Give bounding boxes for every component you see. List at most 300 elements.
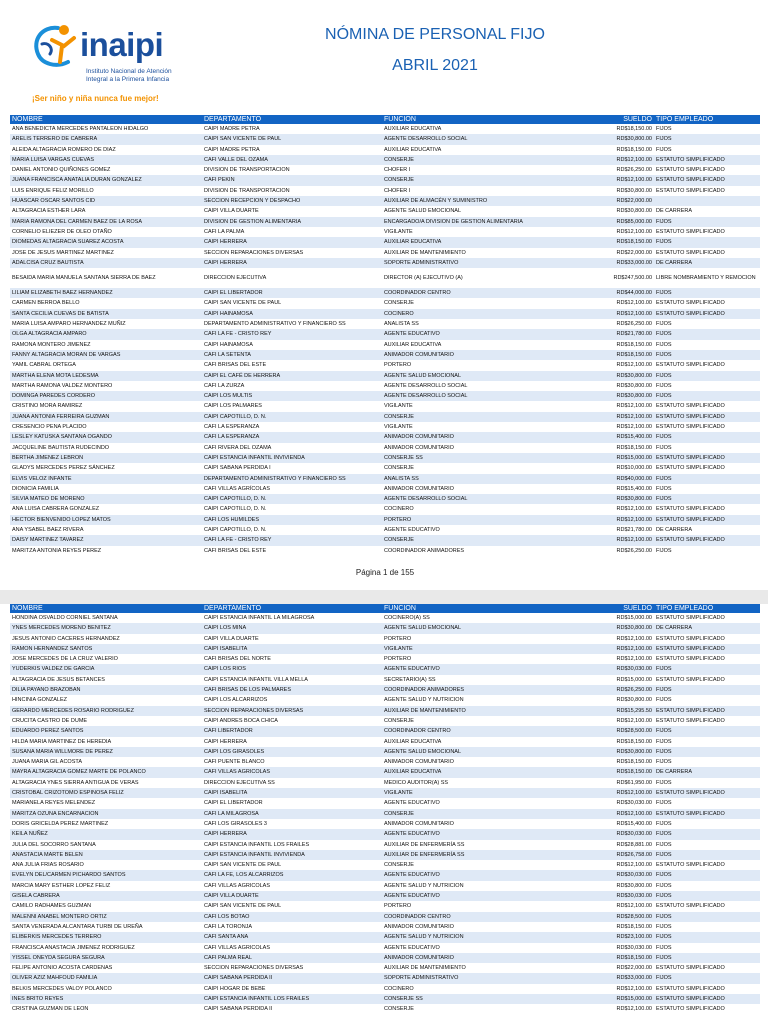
cell-employee-type: FIJOS — [654, 726, 760, 736]
cell-function: MEDICO AUDITOR(A) SS — [384, 779, 449, 786]
cell-employee-type: FIJOS — [656, 820, 672, 827]
table-row — [10, 391, 760, 401]
document-title: NÓMINA DE PERSONAL FIJO — [325, 26, 545, 43]
cell-department: SECCION REPARACIONES DIVERSAS — [204, 249, 304, 256]
cell-employee-type: ESTATUTO SIMPLIFICADO — [654, 788, 760, 798]
cell-function: ANIMADOR COMUNITARIO — [382, 432, 582, 442]
cell-salary: RD$22,000.00 — [582, 196, 654, 206]
cell-function: CONSERJE — [384, 862, 414, 869]
table-row — [10, 716, 760, 726]
table-row — [10, 943, 760, 953]
cell-salary: RD$12,100.00 — [616, 717, 652, 724]
cell-name: MAYRA ALTAGRACIA GOMEZ MARTE DE POLANCO — [10, 767, 202, 777]
table-row — [10, 706, 760, 716]
cell-function: SECRETARIO(A) SS — [384, 676, 436, 683]
cell-salary: RD$18,150.00 — [582, 953, 654, 963]
cell-department: CAIPI ESTANCIA INFANTIL INVIVIENDA — [202, 850, 382, 860]
cell-department: CAIPI HERRERA — [204, 738, 247, 745]
cell-salary: RD$21,780.00 — [582, 329, 654, 339]
cell-employee-type: FIJOS — [654, 237, 760, 247]
cell-function: ANIMADOR COMUNITARIO — [382, 350, 582, 360]
cell-department: CAIPI SABANA PERDIDA I — [204, 465, 271, 472]
cell-function: ANALISTA SS — [384, 321, 419, 328]
cell-function: VIGILANTE — [384, 403, 413, 410]
cell-department: CAIPI LOS MULTIS — [202, 391, 382, 401]
table-row — [10, 504, 760, 514]
cell-function: AUXILIAR EDUCATIVA — [384, 126, 442, 132]
table-row — [10, 829, 760, 839]
table-row — [10, 329, 760, 339]
cell-salary: RD$85,000.00 — [582, 217, 654, 227]
cell-name: HINCINIA GONZALEZ — [12, 697, 68, 704]
cell-department: CAFI LA ESPERANZA — [202, 432, 382, 442]
cell-salary: RD$21,780.00 — [616, 526, 652, 533]
cell-function: AGENTE SALUD Y NUTRICION — [382, 932, 582, 942]
cell-employee-type: FIJOS — [656, 923, 672, 930]
column-header-employee-type: TIPO EMPLEADO — [654, 115, 760, 124]
cell-department: CAIPI SABANA PERDIDA II — [202, 973, 382, 983]
cell-employee-type: DE CARRERA — [654, 623, 760, 633]
cell-employee-type: ESTATUTO SIMPLIFICADO — [656, 362, 725, 369]
table-row — [10, 186, 760, 196]
cell-employee-type: ESTATUTO SIMPLIFICADO — [656, 656, 725, 663]
cell-department: CAIPI ESTANCIA INFANTIL VILLA MELLA — [204, 676, 308, 683]
cell-department: CAFI SANTA ANA — [202, 932, 382, 942]
cell-department: CAIPI CAPOTILLO, D. N. — [202, 412, 382, 422]
table-row — [10, 484, 760, 494]
cell-employee-type: FIJOS — [656, 882, 672, 889]
table-row — [10, 963, 760, 973]
cell-department: CAIPI EL CAFÉ DE HERRERA — [202, 371, 382, 381]
cell-name: RAMON HERNANDEZ SANTOS — [10, 644, 202, 654]
table-row — [10, 371, 760, 381]
table-row — [10, 165, 760, 175]
cell-function: CONSERJE — [384, 300, 414, 307]
cell-name: DORIS GRICELDA PEREZ MARTINEZ — [12, 820, 109, 827]
cell-name: SUSANA MARIA WILLMORE DE PEREZ — [10, 747, 202, 757]
cell-function: PORTERO — [384, 635, 412, 642]
cell-employee-type: ESTATUTO SIMPLIFICADO — [654, 644, 760, 654]
cell-name: MARIA LUISA AMPARO HERNANDEZ MUÑIZ — [12, 321, 126, 328]
cell-function: AGENTE EDUCATIVO — [382, 664, 582, 674]
cell-salary: RD$12,100.00 — [582, 809, 654, 819]
cell-function: CONSERJE — [382, 535, 582, 545]
cell-department: CAFI VALLE DEL OZAMA — [202, 155, 382, 165]
page-separator — [0, 590, 768, 604]
cell-salary: RD$22,000.00 — [616, 249, 652, 256]
cell-salary: RD$22,000.00 — [616, 965, 652, 972]
table-row — [10, 298, 760, 308]
table-row — [10, 124, 760, 134]
cell-department: CAIPI VILLA DUARTE — [202, 891, 382, 901]
cell-name: MALENNI ANABEL MONTERO ORTIZ — [10, 912, 202, 922]
table-row — [10, 535, 760, 545]
table-row — [10, 474, 760, 484]
cell-employee-type: ESTATUTO SIMPLIFICADO — [654, 535, 760, 545]
cell-department: CAIPI ESTANCIA INFANTIL INVIVIENDA — [202, 453, 382, 463]
cell-name: ELIBERKIS MERCEDES TERRERO — [10, 932, 202, 942]
cell-salary: RD$18,150.00 — [582, 350, 654, 360]
table-row — [10, 901, 760, 911]
cell-name: GISELA CABRERA — [10, 891, 202, 901]
table-row — [10, 206, 760, 216]
cell-function: ANIMADOR COMUNITARIO — [384, 923, 454, 930]
children-figure-icon — [28, 22, 88, 72]
table-row — [10, 525, 760, 535]
cell-department: CAIPI CAPOTILLO, D. N. — [204, 526, 267, 533]
cell-salary: RD$30,800.00 — [582, 494, 654, 504]
cell-department: DEPARTAMENTO ADMINISTRATIVO Y FINANCIERO SS — [202, 474, 382, 484]
cell-department: CAFI BRISAS DE LOS PALMARES — [202, 685, 382, 695]
table-row — [10, 788, 760, 798]
cell-employee-type: ESTATUTO SIMPLIFICADO — [656, 249, 725, 256]
cell-name: CRUCITA CASTRO DE DUME — [12, 717, 88, 724]
table-row — [10, 809, 760, 819]
cell-function: CONSERJE — [382, 809, 582, 819]
cell-name: ARELIS TERRERO DE CABRERA — [10, 134, 202, 144]
table-row — [10, 319, 760, 329]
cell-department: CAIPI SAN VICENTE DE PAUL — [204, 300, 282, 307]
cell-function: AGENTE DESARROLLO SOCIAL — [382, 494, 582, 504]
table-row — [10, 401, 760, 411]
table-row — [10, 432, 760, 442]
cell-employee-type: ESTATUTO SIMPLIFICADO — [656, 985, 725, 992]
cell-salary: RD$15,400.00 — [616, 485, 652, 492]
cell-function: AGENTE EDUCATIVO — [382, 891, 582, 901]
table-row — [10, 850, 760, 860]
table-row — [10, 227, 760, 237]
cell-employee-type: ESTATUTO SIMPLIFICADO — [656, 403, 725, 410]
table-row — [10, 840, 760, 850]
cell-employee-type: FIJOS — [656, 444, 672, 451]
cell-function: SOPORTE ADMINISTRATIVO — [382, 973, 582, 983]
table-row — [10, 443, 760, 453]
table-row — [10, 248, 760, 258]
cell-employee-type: FIJOS — [656, 841, 672, 848]
cell-employee-type: ESTATUTO SIMPLIFICADO — [656, 187, 725, 194]
cell-salary: RD$30,800.00 — [582, 371, 654, 381]
table-row — [10, 412, 760, 422]
column-header-department: DEPARTAMENTO — [202, 604, 382, 613]
cell-function: VIGILANTE — [384, 424, 413, 431]
table-row — [10, 685, 760, 695]
cell-name: DANIEL ANTONIO QUIÑONES GOMEZ — [12, 167, 111, 174]
cell-salary: RD$18,150.00 — [582, 237, 654, 247]
cell-salary: RD$33,000.00 — [582, 258, 654, 268]
table-row — [10, 767, 760, 777]
logo-subtitle: Instituto Nacional de Atención Integral a la Primera Infancia — [86, 68, 172, 83]
table-row — [10, 350, 760, 360]
cell-salary: RD$12,100.00 — [582, 788, 654, 798]
cell-function: COORDINADOR CENTRO — [382, 726, 582, 736]
cell-function: SOPORTE ADMINISTRATIVO — [382, 258, 582, 268]
cell-department: CAFI BRISAS DEL NORTE — [204, 656, 271, 663]
cell-employee-type: DE CARRERA — [656, 208, 693, 215]
cell-name: YUDERKIS VALDEZ DE GARCIA — [10, 664, 202, 674]
cell-department: CAIPI VILLA DUARTE — [204, 208, 259, 215]
cell-function: ENCARGADO/A DIVISION DE GESTION ALIMENTARIA — [382, 217, 582, 227]
cell-employee-type: FIJOS — [656, 321, 672, 328]
cell-name: RAMONA MONTERO JIMENEZ — [12, 341, 91, 348]
cell-name: BELKIS MERCEDES VALOY POLANCO — [12, 985, 112, 992]
cell-name: ADALCISA CRUZ BAUTISTA — [10, 258, 202, 268]
cell-name: ANA BENEDICTA MERCEDES PANTALEON HIDALGO — [12, 126, 149, 132]
cell-name: MARITZA ANTONIA REYES PEREZ — [12, 547, 102, 554]
cell-salary: RD$12,100.00 — [582, 155, 654, 165]
cell-salary: RD$15,000.00 — [582, 453, 654, 463]
table-row — [10, 932, 760, 942]
cell-function: CONSERJE — [382, 412, 582, 422]
cell-department: CAFI LA SETENTA — [202, 350, 382, 360]
cell-department: CAFI LOS BOTAO — [202, 912, 382, 922]
cell-department: CAIPI HERRERA — [202, 237, 382, 247]
cell-department: CAIPI VILLA DUARTE — [204, 635, 259, 642]
cell-department: SECCION RECEPCION Y DESPACHO — [202, 196, 382, 206]
cell-employee-type: ESTATUTO SIMPLIFICADO — [656, 635, 725, 642]
cell-employee-type: ESTATUTO SIMPLIFICADO — [656, 903, 725, 910]
cell-employee-type: FIJOS — [654, 134, 760, 144]
cell-salary: RD$30,800.00 — [582, 747, 654, 757]
cell-salary: RD$18,150.00 — [616, 126, 652, 132]
cell-name: MARTHA ELENA MOTA LEDESMA — [10, 371, 202, 381]
cell-salary: RD$30,800.00 — [616, 697, 652, 704]
cell-name: BERTHA JIMENEZ LEBRON — [10, 453, 202, 463]
cell-salary: RD$30,800.00 — [582, 134, 654, 144]
table-row — [10, 453, 760, 463]
cell-salary: RD$12,100.00 — [616, 635, 652, 642]
cell-name: ELVIS VELOZ INFANTE — [10, 474, 202, 484]
page-footer: Página 1 de 155 — [355, 568, 415, 577]
inaipi-logo — [28, 20, 178, 100]
table-body — [10, 124, 760, 556]
cell-salary: RD$12,100.00 — [616, 228, 652, 235]
cell-employee-type: FIJOS — [656, 697, 672, 704]
cell-employee-type: FIJOS — [654, 474, 760, 484]
cell-function: PORTERO — [384, 362, 412, 369]
cell-name: YAMIL CABRAL ORTEGA — [12, 362, 76, 369]
cell-salary: RD$12,100.00 — [616, 656, 652, 663]
cell-department: DIVISION DE TRANSPORTACION — [204, 167, 290, 174]
cell-department: CAFI VILLAS AGRICOLAS — [204, 882, 271, 889]
cell-function: COORDINADOR CENTRO — [382, 288, 582, 298]
table-row — [10, 922, 760, 932]
table-row — [10, 381, 760, 391]
cell-function: AGENTE DESARROLLO SOCIAL — [382, 134, 582, 144]
cell-salary: RD$18,150.00 — [582, 767, 654, 777]
cell-function: AGENTE EDUCATIVO — [384, 526, 440, 533]
cell-employee-type: ESTATUTO SIMPLIFICADO — [656, 965, 725, 972]
cell-name: ANA JULIA FRIAS ROSARIO — [12, 862, 84, 869]
cell-salary: RD$28,500.00 — [582, 912, 654, 922]
cell-name: HECTOR BIENVENIDO LOPEZ MATOS — [10, 515, 202, 525]
cell-department: CAIPI HAINAMOSA — [202, 309, 382, 319]
cell-salary: RD$247,500.00 — [613, 274, 652, 281]
cell-department: CAIPI LOS RIOS — [202, 664, 382, 674]
cell-salary: RD$40,000.00 — [582, 474, 654, 484]
cell-salary: RD$12,100.00 — [582, 175, 654, 185]
cell-employee-type: FIJOS — [654, 350, 760, 360]
table-row — [10, 860, 760, 870]
table-row — [10, 726, 760, 736]
cell-employee-type: FIJOS — [656, 382, 672, 389]
cell-function: AGENTE SALUD EMOCIONAL — [382, 623, 582, 633]
cell-name: JUANA ANTONIA FERREIRA GUZMAN — [10, 412, 202, 422]
document-period: ABRIL 2021 — [392, 57, 478, 74]
cell-function: COORDINADOR ANIMADORES — [384, 547, 465, 554]
cell-name: MARITZA OZUNA ENCARNACION — [10, 809, 202, 819]
cell-employee-type: ESTATUTO SIMPLIFICADO — [656, 300, 725, 307]
cell-employee-type: FIJOS — [654, 870, 760, 880]
cell-department: CAIPI HERRERA — [202, 258, 382, 268]
cell-function: ANIMADOR COMUNITARIO — [384, 485, 454, 492]
cell-salary: RD$30,800.00 — [616, 208, 652, 215]
cell-name: MARIANELA REYES MELENDEZ — [12, 800, 96, 807]
table-row — [10, 463, 760, 473]
cell-name: ANA YSABEL BAEZ RIVERA — [12, 526, 84, 533]
cell-function: AUXILIAR DE ENFERMERÍA SS — [382, 850, 582, 860]
cell-department: CAFI LIBERTADOR — [202, 726, 382, 736]
cell-salary: RD$30,030.00 — [582, 870, 654, 880]
cell-department: CAFI LA FE, LOS ALCARRIZOS — [202, 870, 382, 880]
cell-department: DIRECCION EJECUTIVA — [204, 274, 267, 281]
cell-department: DIRECCION EJECUTIVA SS — [204, 779, 275, 786]
cell-function: ANIMADOR COMUNITARIO — [382, 953, 582, 963]
cell-salary: RD$15,000.00 — [616, 676, 652, 683]
cell-name: FELIPE ANTONIO ACOSTA CARDENAS — [12, 965, 113, 972]
cell-employee-type: LIBRE NOMBRAMIENTO Y REMOCION — [656, 274, 756, 281]
table-row — [10, 664, 760, 674]
cell-function: CONSERJE — [382, 155, 582, 165]
table-row — [10, 737, 760, 747]
cell-department: CAIPI HAINAMOSA — [204, 341, 253, 348]
cell-salary: RD$12,100.00 — [582, 644, 654, 654]
cell-department: CAIPI LOS ALCARRIZOS — [204, 697, 268, 704]
cell-name: JACQUELINE BAUTISTA RUDECINDO — [12, 444, 110, 451]
cell-employee-type: ESTATUTO SIMPLIFICADO — [654, 515, 760, 525]
cell-salary: RD$18,150.00 — [616, 738, 652, 745]
cell-employee-type: ESTATUTO SIMPLIFICADO — [656, 862, 725, 869]
table-row — [10, 695, 760, 705]
cell-employee-type: ESTATUTO SIMPLIFICADO — [654, 309, 760, 319]
cell-salary: RD$18,150.00 — [616, 146, 652, 153]
cell-employee-type: ESTATUTO SIMPLIFICADO — [656, 465, 725, 472]
cell-department: CAIPI MADRE PETRA — [204, 126, 260, 132]
cell-department: CAIPI MADRE PETRA — [204, 146, 260, 153]
cell-employee-type: ESTATUTO SIMPLIFICADO — [654, 809, 760, 819]
cell-employee-type: FIJOS — [656, 944, 672, 951]
cell-department: CAIPI LOS MINA — [202, 623, 382, 633]
table-row — [10, 340, 760, 350]
cell-employee-type: FIJOS — [656, 800, 672, 807]
cell-salary: RD$15,400.00 — [582, 432, 654, 442]
cell-name: MARTHA RAMONA VALDEZ MONTERO — [12, 382, 113, 389]
cell-name: ANASTACIA MARTE BELEN — [10, 850, 202, 860]
table-row — [10, 196, 760, 206]
cell-department: CAIPI SABANA PERDIDA II — [204, 1006, 273, 1013]
cell-employee-type: FIJOS — [654, 371, 760, 381]
cell-salary: RD$12,100.00 — [582, 309, 654, 319]
cell-name: DIONICIA FAMILIA — [12, 485, 59, 492]
cell-function: VIGILANTE — [384, 228, 413, 235]
cell-function: AGENTE SALUD EMOCIONAL — [384, 208, 462, 215]
cell-department: CAIPI ISABELITA — [202, 644, 382, 654]
cell-name: GLADYS MERCEDES PEREZ SÁNCHEZ — [12, 465, 115, 472]
cell-salary: RD$26,250.00 — [582, 685, 654, 695]
cell-department: DEPARTAMENTO ADMINISTRATIVO Y FINANCIERO SS — [204, 321, 346, 328]
cell-function: VIGILANTE — [382, 788, 582, 798]
cell-salary: RD$26,758.00 — [582, 850, 654, 860]
cell-employee-type: FIJOS — [654, 891, 760, 901]
table-row — [10, 360, 760, 370]
cell-department: SECCION REPARACIONES DIVERSAS — [202, 706, 382, 716]
cell-name: DIOMEDAS ALTAGRACIA SUAREZ ACOSTA — [10, 237, 202, 247]
cell-department: CAIPI LOS GIRASOLES — [202, 747, 382, 757]
cell-employee-type: ESTATUTO SIMPLIFICADO — [656, 506, 725, 513]
table-row — [10, 237, 760, 247]
cell-department: DIVISION DE GESTION ALIMENTARIA — [202, 217, 382, 227]
cell-department: CAFI PEKIN — [202, 175, 382, 185]
cell-name: CRISTINA GUZMAN DE LEON — [12, 1006, 89, 1013]
cell-salary: RD$10,000.00 — [616, 465, 652, 472]
table-row — [10, 217, 760, 227]
cell-salary: RD$30,800.00 — [582, 623, 654, 633]
table-row — [10, 258, 760, 268]
cell-department: CAIPI ESTANCIA INFANTIL LOS FRAILES — [202, 994, 382, 1004]
cell-employee-type: ESTATUTO SIMPLIFICADO — [656, 424, 725, 431]
cell-function: AUXILIAR DE MANTENIMIENTO — [384, 965, 466, 972]
cell-function: COCINERO(A) SS — [384, 615, 430, 621]
cell-department: CAFI BRISAS DEL ESTE — [204, 362, 267, 369]
table-row — [10, 623, 760, 633]
cell-function: AUXILIAR DE ENFERMERÍA SS — [384, 841, 465, 848]
cell-function: CONSERJE — [382, 175, 582, 185]
cell-salary: RD$30,030.00 — [582, 664, 654, 674]
cell-name: INES BRITO REYES — [10, 994, 202, 1004]
column-header-function: FUNCION — [382, 604, 582, 613]
cell-employee-type: FIJOS — [656, 126, 672, 132]
cell-department: CAFI VILLAS AGRICOLAS — [204, 944, 271, 951]
cell-name: SILVIA MATEO DE MORENO — [10, 494, 202, 504]
cell-employee-type: FIJOS — [654, 953, 760, 963]
cell-name: MARIA LUISA VARGAS CUEVAS — [10, 155, 202, 165]
cell-function: COCINERO — [384, 506, 414, 513]
cell-function: CONSERJE SS — [382, 994, 582, 1004]
cell-salary: RD$28,881.00 — [616, 841, 652, 848]
cell-function: AUXILIAR EDUCATIVA — [384, 341, 442, 348]
cell-function: AGENTE SALUD Y NUTRICION — [384, 882, 464, 889]
table-row — [10, 654, 760, 664]
cell-function: AGENTE EDUCATIVO — [382, 870, 582, 880]
table-row — [10, 973, 760, 983]
cell-salary: RD$30,030.00 — [616, 944, 652, 951]
cell-function: AGENTE SALUD EMOCIONAL — [382, 371, 582, 381]
cell-name: GERARDO MERCEDES ROSARIO RODRIGUEZ — [10, 706, 202, 716]
cell-name: ALEIDA ALTAGRACIA ROMERO DE DIAZ — [12, 146, 116, 153]
cell-salary: RD$12,100.00 — [616, 985, 652, 992]
table-row — [10, 798, 760, 808]
cell-department: CAIPI HERRERA — [202, 829, 382, 839]
cell-name: JUANA MARIA GIL ACOSTA — [12, 759, 82, 766]
cell-salary: RD$30,800.00 — [582, 391, 654, 401]
cell-department: CAFI VILLAS AGRICOLAS — [202, 767, 382, 777]
column-header-employee-type: TIPO EMPLEADO — [654, 604, 760, 613]
cell-employee-type: ESTATUTO SIMPLIFICADO — [656, 228, 725, 235]
cell-name: JUANA FRANCISCA ANATALIA DURAN GONZALEZ — [10, 175, 202, 185]
cell-employee-type: FIJOS — [654, 432, 760, 442]
cell-function: COCINERO — [384, 985, 414, 992]
cell-function: COORDINADOR ANIMADORES — [382, 685, 582, 695]
cell-employee-type: FIJOS — [654, 829, 760, 839]
